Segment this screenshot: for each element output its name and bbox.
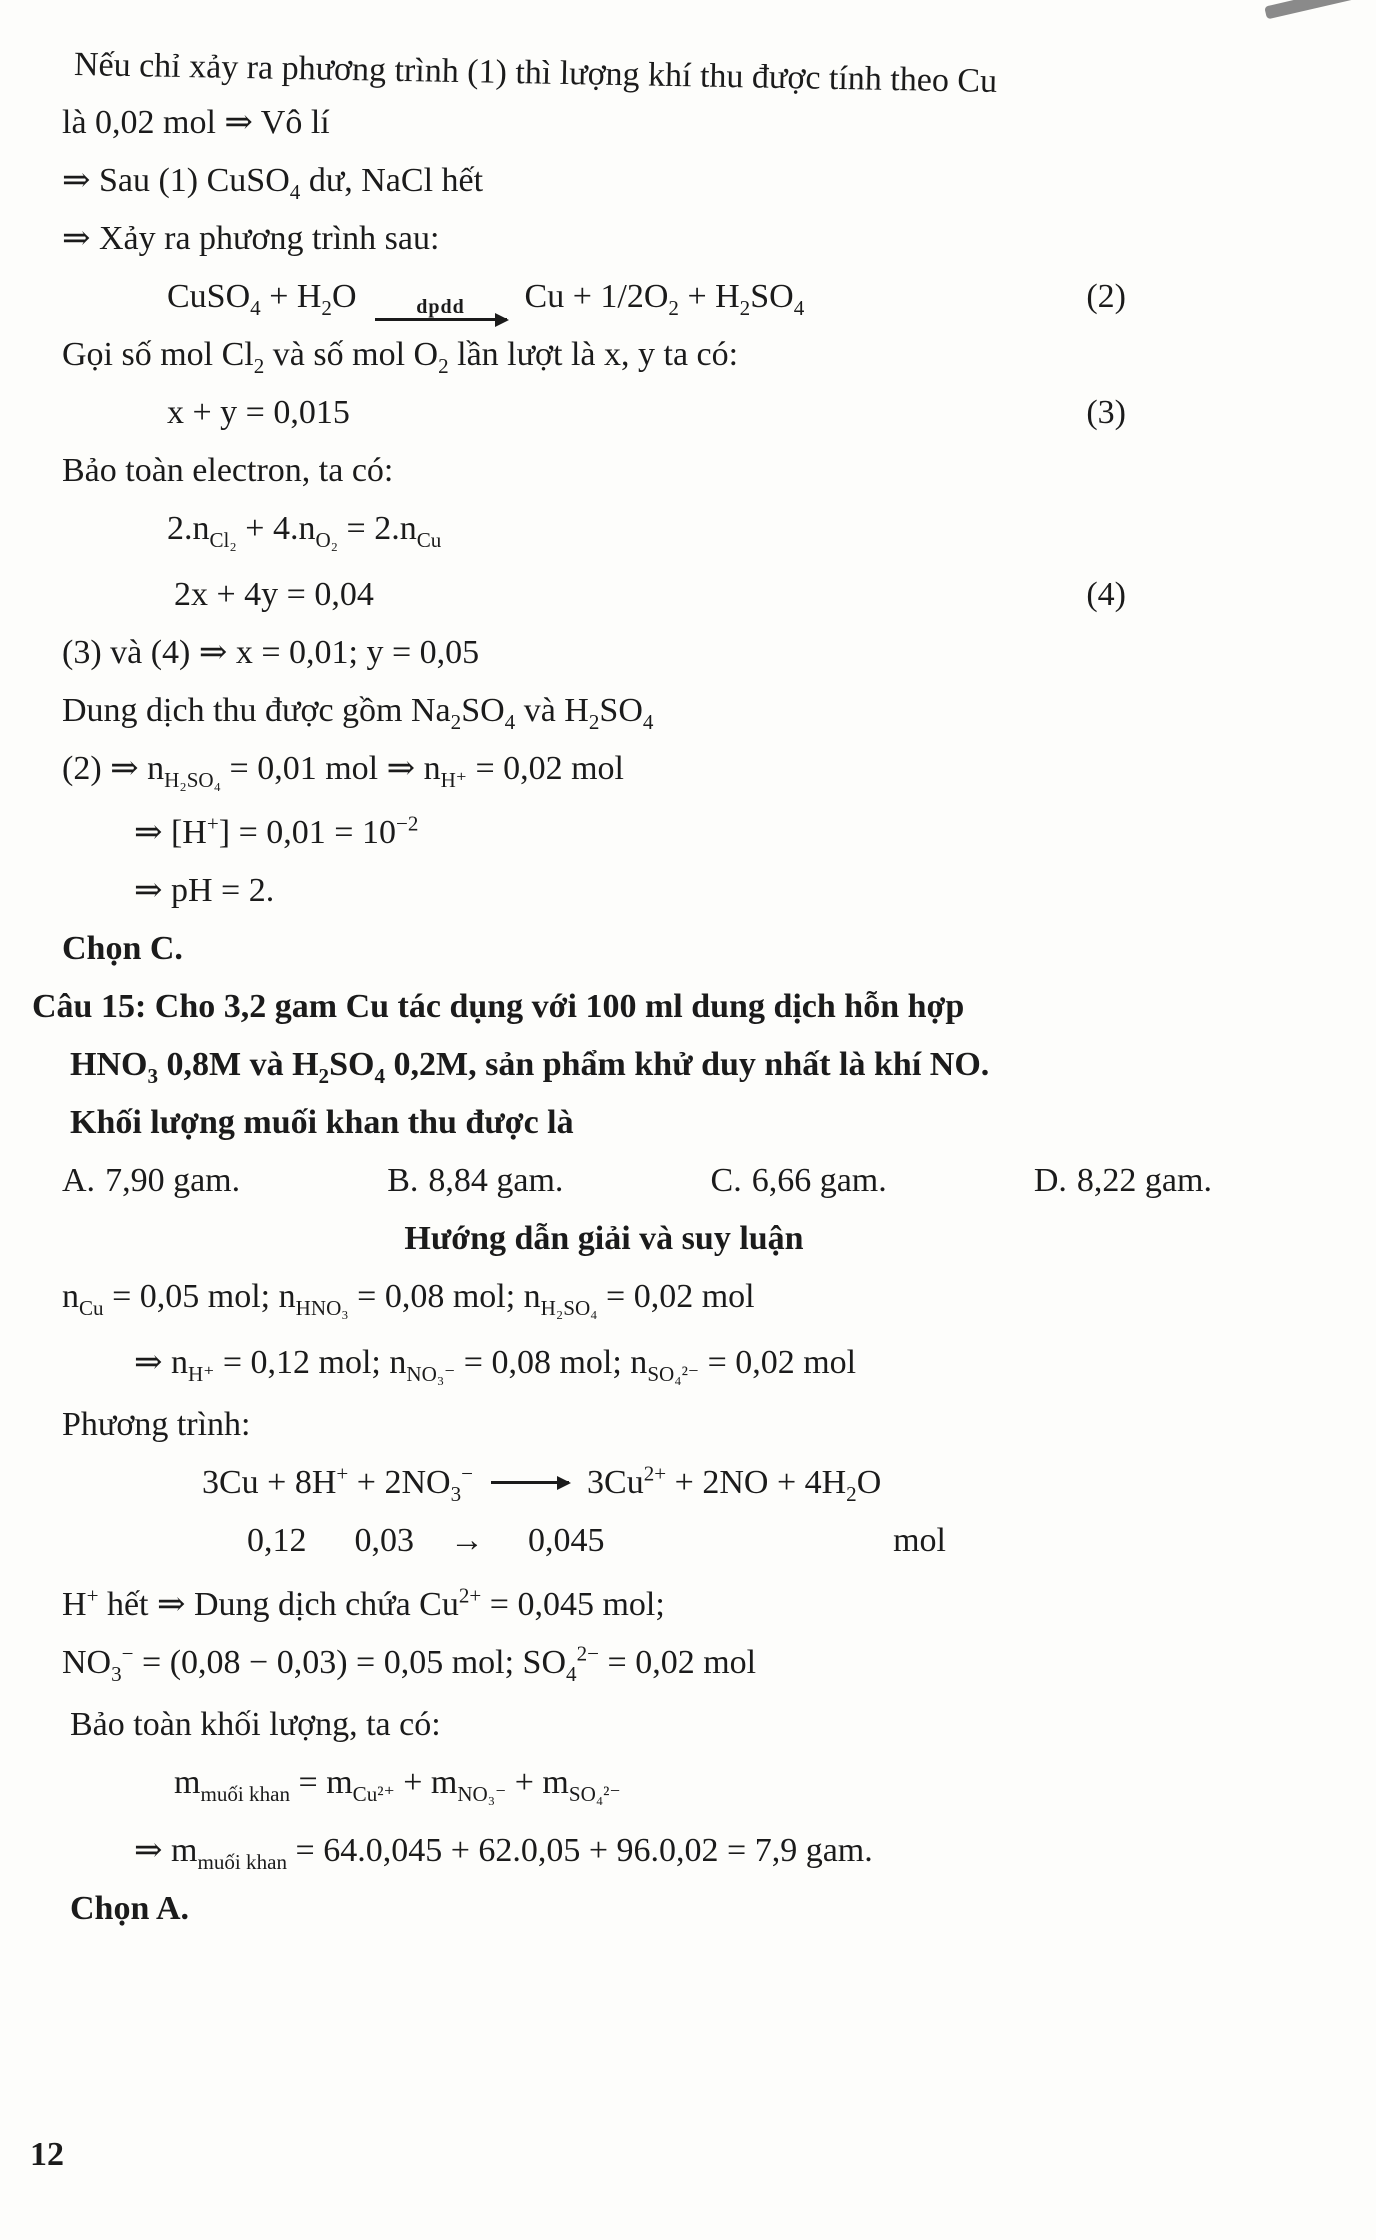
reaction-amounts xyxy=(247,1512,946,1570)
equation-2-lhs: CuSO$_4$ + $H_2O$ xyxy=(167,278,357,320)
reaction-lhs: $3Cu + 8H^+ + 2NO_3^-$ xyxy=(202,1461,474,1506)
answer-key: C. xyxy=(710,1162,742,1199)
solution-line: ⇒ $[H^+] = 0,01 = 10^{-2}$ xyxy=(134,811,419,851)
reaction-rhs: $3Cu^{2+} + 2NO + 4H_2O$ xyxy=(587,1461,882,1506)
electrolysis-arrow-icon xyxy=(375,296,507,321)
equation-2-body xyxy=(167,268,804,326)
mass-balance-line: $m_{muối khan} = m_{Cu^{2+}} + m_{NO_3^-} + m_{SO_4^{2-}}$ xyxy=(174,1764,621,1806)
question-15 xyxy=(32,978,1266,1210)
solution-line: Nếu chỉ xảy ra phương trình (1) thì lượng khí thu được tính theo Cu xyxy=(73,46,998,100)
amount-unit: mol xyxy=(893,1522,946,1559)
answer-text: 7,90 gam. xyxy=(105,1162,241,1199)
answer-text: 8,84 gam. xyxy=(428,1162,564,1199)
answer-option-a xyxy=(62,1152,240,1210)
question-line xyxy=(32,978,1266,1036)
reaction-equation xyxy=(202,1454,1266,1512)
answer-text: 8,22 gam. xyxy=(1076,1162,1212,1199)
question-label: Câu 15: xyxy=(32,988,147,1025)
electron-balance-line: $2.n_{Cl_2} + 4.n_{O_2} = 2.n_{Cu}$ xyxy=(167,510,442,552)
equation-4 xyxy=(62,566,1266,624)
electrolysis-arrow-label: dpdd xyxy=(416,296,465,318)
amount-value: 0,12 xyxy=(247,1522,307,1559)
solution-line: ⇒ $m_{muối khan} = 64.0,045 + 62.0,05 + 96.0,02 = 7,9$ gam. xyxy=(134,1832,873,1874)
page-number: 12 xyxy=(30,2136,64,2173)
electrolysis-arrow-line xyxy=(375,318,507,321)
reaction-arrow-icon xyxy=(491,1481,569,1484)
question-line: Khối lượng muối khan thu được là xyxy=(70,1104,574,1141)
equation-3-body: x + y = 0,015 xyxy=(167,394,350,431)
solution-line: Dung dịch thu được gồm $Na_2SO_4$ và $H_2SO_4$ xyxy=(62,692,654,734)
answer-choice-line: Chọn A. xyxy=(70,1890,190,1927)
equation-number: (4) xyxy=(1086,576,1126,613)
equation-3 xyxy=(62,384,1266,442)
solution-line: $NO_3^- = (0,08 - 0,03) = 0,05$ mol; $SO_4^{2-} = 0,02$ mol xyxy=(62,1641,757,1686)
equation-number: (3) xyxy=(1086,394,1126,431)
answer-choice-line: Chọn C. xyxy=(62,930,183,967)
amount-value: 0,03 xyxy=(354,1522,414,1559)
answer-key: B. xyxy=(387,1162,419,1199)
solution-line: $n_{Cu} = 0,05$ mol; $n_{HNO_3} = 0,08$ mol; $n_{H_2SO_4} = 0,02$ mol xyxy=(62,1278,755,1320)
equation-2-rhs: $Cu + 1/2O_2 + H_2SO_4$ xyxy=(524,278,805,320)
answer-option-b xyxy=(387,1152,563,1210)
answer-options xyxy=(62,1152,1212,1210)
question-line: $HNO_3$ 0,8M và $H_2SO_4$ 0,2M, sản phẩm khử duy nhất là khí NO. xyxy=(70,1046,990,1088)
solution-line: Gọi số mol $Cl_2$ và số mol $O_2$ lần lượt là x, y ta có: xyxy=(62,336,739,378)
solution-line: ⇒ Sau (1) CuSO$_4$ dư, NaCl hết xyxy=(62,162,484,204)
solution-line: ⇒ pH = 2. xyxy=(134,872,275,909)
solution-line: Bảo toàn khối lượng, ta có: xyxy=(70,1706,441,1743)
equation-4-body: 2x + 4y = 0,04 xyxy=(174,576,374,613)
solution-line: ⇒ $n_{H^+} = 0,12$ mol; $n_{NO_3^-} = 0,08$ mol; $n_{SO_4^{2-}} = 0,02$ mol xyxy=(134,1344,857,1386)
solution-line: Phương trình: xyxy=(62,1406,251,1443)
solution-line: ⇒ Xảy ra phương trình sau: xyxy=(62,220,440,257)
equation-number: (2) xyxy=(1086,278,1126,315)
equation-2 xyxy=(62,268,1266,326)
solution-15 xyxy=(62,1210,1266,1938)
solution-line: Bảo toàn electron, ta có: xyxy=(62,452,394,489)
scan-corner-artifact-icon xyxy=(1264,0,1376,19)
solution-line: là 0,02 mol ⇒ Vô lí xyxy=(62,104,330,141)
answer-key: A. xyxy=(62,1162,96,1199)
answer-key: D. xyxy=(1033,1162,1067,1199)
solution-line: (3) và (4) ⇒ x = 0,01; y = 0,05 xyxy=(62,634,480,671)
question-text: Cho 3,2 gam Cu tác dụng với 100 ml dung dịch hỗn hợp xyxy=(154,988,965,1025)
answer-text: 6,66 gam. xyxy=(751,1162,887,1199)
solution-line: H+ hết ⇒ Dung dịch chứa $Cu^{2+} = 0,045$ mol; xyxy=(62,1583,665,1623)
answer-option-c xyxy=(711,1152,887,1210)
amount-arrow-icon: → xyxy=(450,1522,484,1559)
solution-line: (2) ⇒ $n_{H_2SO_4} = 0,01$ mol ⇒ $n_{H^+} = 0,02$ mol xyxy=(62,750,625,792)
solution-heading: Hướng dẫn giải và suy luận xyxy=(404,1220,804,1257)
amount-value: 0,045 xyxy=(528,1522,605,1559)
answer-option-d xyxy=(1034,1152,1212,1210)
page-content xyxy=(0,36,1376,1938)
